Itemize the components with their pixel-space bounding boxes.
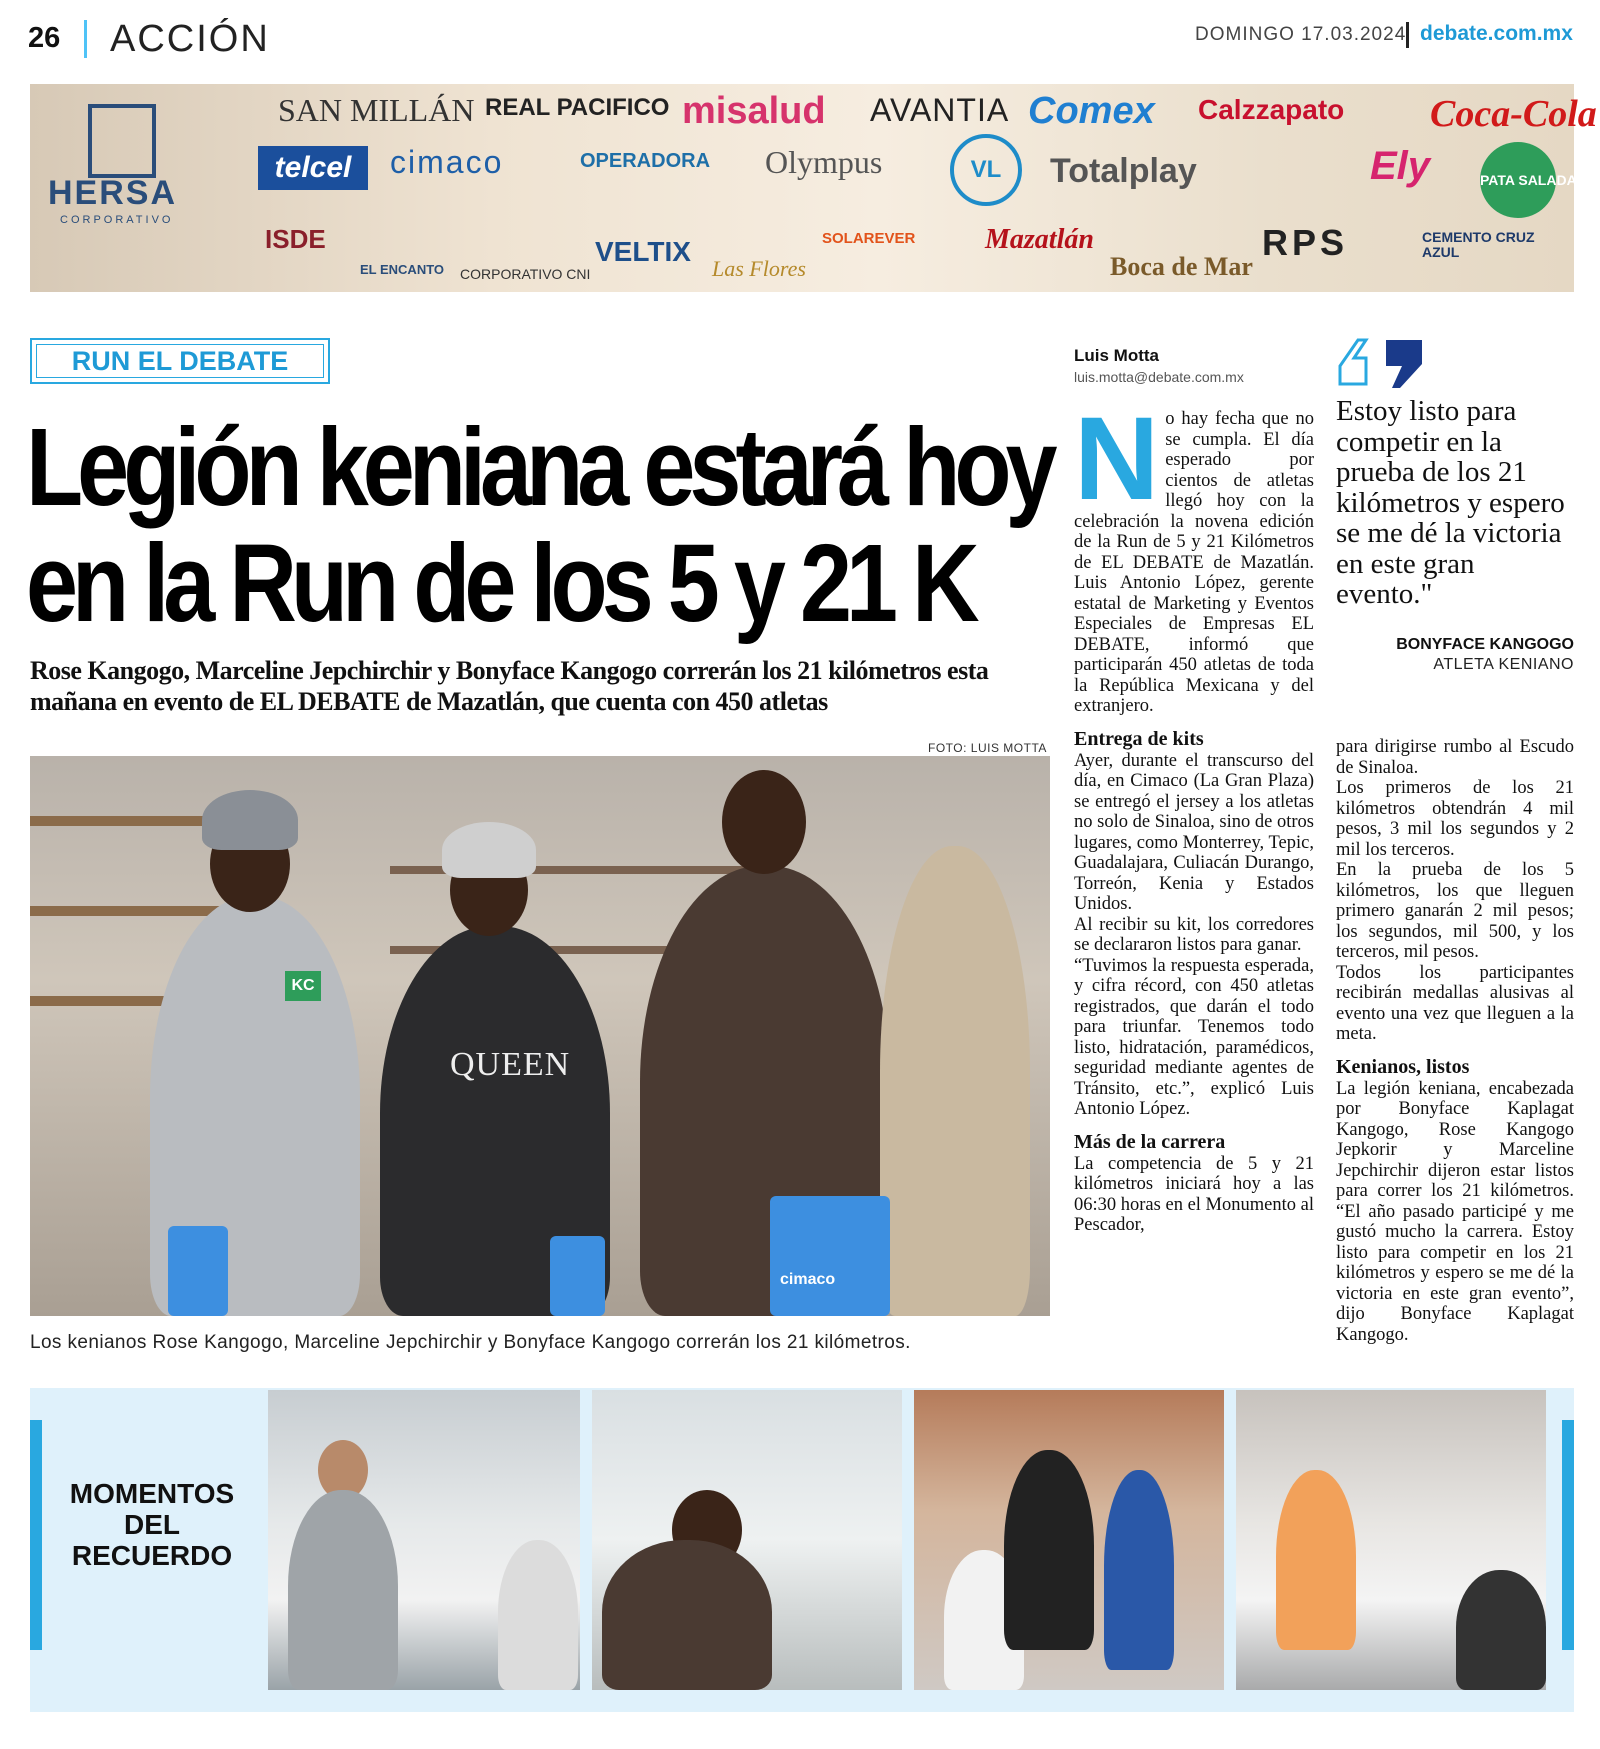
- page-number: 26: [28, 22, 61, 54]
- sponsor-row1-4: Comex: [1028, 90, 1155, 132]
- section-title: ACCIÓN: [110, 18, 270, 60]
- strip-accent-right: [1562, 1420, 1574, 1650]
- strip-accent-left: [30, 1420, 42, 1650]
- article-intro: o hay fecha que no se cumpla. El día esperado por cientos de atletas llegó hoy con la celebración la novena edición de la Run de 5 y 21 Kilómetros de EL DEBATE de Mazatlán. Luis Antonio López, gerente estatal de Marketing y Eventos Especiales de Empresas EL DEBATE, informó que participarán 450 atletas de toda la República Mexicana y del extranjero.: [1074, 409, 1314, 716]
- subheading-kits: Entrega de kits: [1074, 727, 1204, 750]
- sponsor-row3-2: CORPORATIVO CNI: [460, 266, 591, 282]
- drop-cap: N: [1074, 393, 1160, 525]
- headline: Legión keniana estará hoy en la Run de los 5 y 21 K: [26, 406, 1052, 645]
- sponsor-row2-6: Ely: [1370, 144, 1431, 188]
- header-divider-right: [1406, 22, 1409, 48]
- sponsor-row1-2: misalud: [682, 90, 826, 132]
- photo-credit: FOTO: LUIS MOTTA: [928, 741, 1047, 755]
- subheading-carrera: Más de la carrera: [1074, 1130, 1226, 1153]
- sponsor-row2-1: cimaco: [390, 144, 504, 180]
- strip-title: MOMENTOS DEL RECUERDO: [69, 1478, 235, 1571]
- site-link[interactable]: debate.com.mx: [1420, 22, 1573, 45]
- article-column-2: [1336, 737, 1574, 1345]
- sponsor-row2-4: VL: [950, 134, 1022, 206]
- sponsor-row2-3: Olympus: [765, 144, 883, 180]
- sponsor-row1-0: SAN MILLÁN: [278, 92, 475, 128]
- kc-logo: KC: [285, 971, 321, 1001]
- bag-logo: cimaco: [780, 1271, 836, 1288]
- byline-email[interactable]: luis.motta@debate.com.mx: [1074, 369, 1244, 385]
- sponsor-row3-5: SOLAREVER: [822, 230, 916, 247]
- sponsor-row3-8: RPS: [1262, 222, 1349, 263]
- sponsor-hersa-sub: CORPORATIVO: [60, 214, 174, 226]
- sponsor-row3-9: CEMENTO CRUZ AZUL: [1422, 229, 1535, 260]
- sponsor-row2-2: OPERADORA: [580, 150, 711, 172]
- sponsor-row1-6: Coca-Cola: [1430, 93, 1597, 135]
- section-tag: [30, 338, 330, 384]
- sponsor-row1-5: Calzzapato: [1198, 94, 1345, 125]
- paragraph: En la prueba de los 5 kilómetros, los que lleguen primero ganarán 2 mil pesos; los segundos, mil 500, y los terceros, mil pesos.: [1336, 860, 1574, 962]
- paragraph: La competencia de 5 y 21 kilómetros iniciará hoy a las 06:30 horas en el Monumento al Pescador,: [1074, 1153, 1314, 1235]
- paragraph: Los primeros de los 21 kilómetros obtendrán 4 mil pesos, 3 mil los segundos y 2 mil los terceros.: [1336, 778, 1574, 860]
- sponsor-row3-3: VELTIX: [595, 236, 691, 267]
- issue-date: DOMINGO 17.03.2024: [1195, 24, 1407, 45]
- subheadline: Rose Kangogo, Marceline Jepchirchir y Bonyface Kangogo correrán los 21 kilómetros esta mañana en evento de EL DEBATE de Mazatlán, que cuenta con 450 atletas: [30, 656, 989, 716]
- sponsors-banner: [30, 84, 1597, 292]
- sponsor-row3-1: EL ENCANTO: [360, 262, 445, 277]
- sponsor-row1-3: AVANTIA: [870, 92, 1010, 128]
- gallery-photo-3: [914, 1390, 1224, 1690]
- sweatshirt-text: QUEEN: [450, 1046, 571, 1083]
- sponsor-row1-1: REAL PACIFICO: [485, 94, 670, 121]
- byline-author: Luis Motta: [1074, 346, 1159, 365]
- sponsor-row3-7: Boca de Mar: [1110, 252, 1253, 281]
- paragraph: para dirigirse rumbo al Escudo de Sinaloa.: [1336, 737, 1574, 778]
- quote-icon: [1336, 336, 1426, 388]
- paragraph: Al recibir su kit, los corredores se declararon listos para ganar.: [1074, 914, 1314, 955]
- pull-quote: Estoy listo para competir en la prueba de los 21 kilómetros y espero se me dé la victoria en este gran evento.": [1336, 395, 1565, 610]
- paragraph: Todos los participantes recibirán medallas alusivas al evento una vez que lleguen a la meta.: [1336, 962, 1574, 1044]
- hersa-logo-icon: [88, 104, 156, 178]
- quote-author: BONYFACE KANGOGO: [1396, 636, 1574, 653]
- sponsor-row3-0: ISDE: [265, 224, 326, 254]
- sponsor-row3-6: Mazatlán: [985, 224, 1094, 255]
- photo-caption: Los kenianos Rose Kangogo, Marceline Jepchirchir y Bonyface Kangogo correrán los 21 kilómetros.: [30, 1332, 911, 1353]
- gallery-photo-4: [1236, 1390, 1546, 1690]
- sponsor-row2-5: Totalplay: [1050, 152, 1197, 190]
- header-divider: [84, 20, 87, 58]
- paragraph: Ayer, durante el transcurso del día, en Cimaco (La Gran Plaza) se entregó el jersey a los atletas no solo de Sinaloa, sino de otros lugares, como Monterrey, Tepic, Guadalajara, Culiacán Durango, Torreón, Kenia y Estados Unidos.: [1074, 750, 1314, 914]
- sponsor-hersa: HERSA: [48, 174, 178, 212]
- sponsor-row3-4: Las Flores: [712, 256, 806, 281]
- paragraph: La legión keniana, encabezada por Bonyface Kaplagat Kangogo, Rose Kangogo Jepkorir y Marceline Jepchirchir dijeron estar listos para correr los 21 kilómetros. “El año pasado participé y me gustó mucho la carrera. Estoy listo para competir en los 21 kilómetros y espero se me dé la victoria en este gran evento”, dijo Bonyface Kaplagat Kangogo.: [1336, 1078, 1574, 1345]
- subheading-kenianos: Kenianos, listos: [1336, 1055, 1470, 1078]
- sponsor-row2-0: telcel: [258, 146, 368, 190]
- quote-role: ATLETA KENIANO: [1433, 656, 1574, 673]
- article-column-1: [1074, 393, 1314, 1236]
- section-tag-label: RUN EL DEBATE: [36, 344, 324, 378]
- gallery-photo-1: [268, 1390, 580, 1690]
- gallery-photo-2: [592, 1390, 902, 1690]
- sponsor-row2-7: PATA SALADA: [1480, 142, 1556, 218]
- paragraph: “Tuvimos la respuesta esperada, y cifra récord, con 450 atletas registrados, que darán el todo para triunfar. Tenemos todo listo, hidratación, paramédicos, seguridad mediante agentes de Tránsito, etc.”, explicó Luis Antonio López.: [1074, 955, 1314, 1119]
- main-photo: [30, 756, 1050, 1316]
